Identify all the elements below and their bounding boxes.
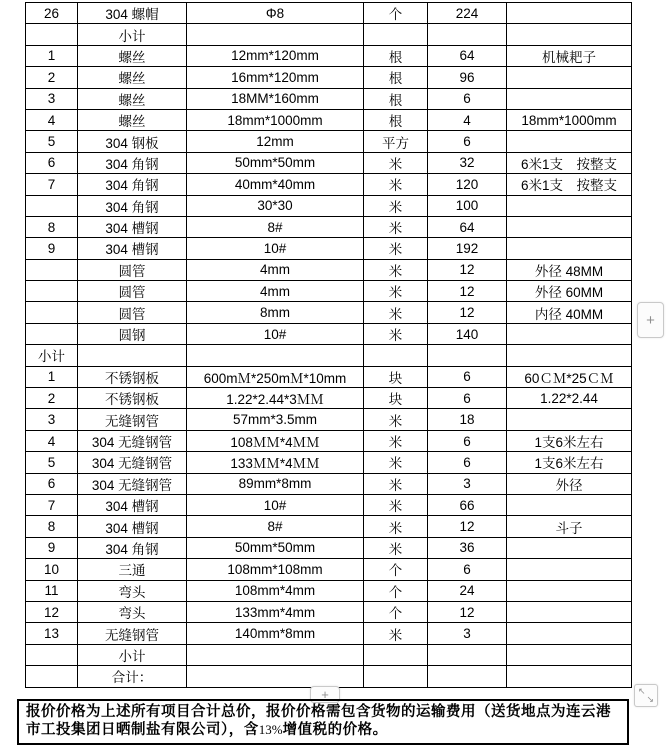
table-cell[interactable]: 30*30 (187, 195, 364, 216)
table-cell[interactable]: 6米1支 按整支 (507, 152, 632, 173)
table-cell[interactable]: 57mm*3.5mm (187, 409, 364, 430)
table-cell[interactable]: 个 (364, 580, 428, 601)
table-cell[interactable]: 10# (187, 323, 364, 344)
table-cell[interactable]: 304 螺帽 (78, 3, 187, 24)
table-row (26, 45, 632, 66)
table-cell[interactable]: 米 (364, 152, 428, 173)
table-cell[interactable]: 7 (26, 494, 78, 515)
table-cell[interactable]: 50mm*50mm (187, 537, 364, 558)
table-cell[interactable]: 6 (428, 366, 507, 387)
table-cell[interactable] (26, 259, 78, 280)
table-row (26, 366, 632, 387)
table-cell[interactable] (26, 24, 78, 45)
add-column-button[interactable]: + (637, 302, 664, 338)
table-cell[interactable]: 米 (364, 516, 428, 537)
table-cell[interactable]: 个 (364, 3, 428, 24)
table-cell[interactable]: 6 (26, 152, 78, 173)
table-cell[interactable] (507, 623, 632, 644)
table-row (26, 323, 632, 344)
table-cell[interactable] (507, 559, 632, 580)
table-cell[interactable]: 6 (428, 131, 507, 152)
table-cell[interactable]: 1支6米左右 (507, 430, 632, 451)
table-cell[interactable]: 米 (364, 302, 428, 323)
table-cell[interactable]: 11 (26, 580, 78, 601)
table-cell[interactable]: 120 (428, 174, 507, 195)
quotation-table-body (26, 3, 632, 688)
footer-note-percentage: 13% (258, 722, 283, 737)
table-cell[interactable]: 304 无缝钢管 (78, 452, 187, 473)
table-cell[interactable] (26, 281, 78, 302)
table-row (26, 388, 632, 409)
table-row (26, 259, 632, 280)
table-row (26, 302, 632, 323)
table-cell[interactable]: 无缝钢管 (78, 623, 187, 644)
table-cell[interactable]: 不锈钢板 (78, 366, 187, 387)
table-cell[interactable] (364, 24, 428, 45)
table-cell[interactable]: 12 (428, 516, 507, 537)
table-cell[interactable]: 6 (26, 473, 78, 494)
footer-note-text-after: 增值税的价格。 (282, 722, 388, 738)
table-row (26, 409, 632, 430)
table-cell[interactable] (187, 345, 364, 366)
table-cell[interactable]: 89mm*8mm (187, 473, 364, 494)
table-row (26, 537, 632, 558)
table-cell[interactable]: 6 (428, 88, 507, 109)
table-cell[interactable]: 圆管 (78, 281, 187, 302)
table-cell[interactable]: 1.22*2.44 (507, 388, 632, 409)
table-cell[interactable]: 米 (364, 623, 428, 644)
footer-note-text-before: 报价价格为上述所有项目合计总价，报价价格需包含货物的运输费用（送货地点为连云港市工投集团日晒制盐有限公司），含 (26, 704, 611, 738)
table-cell[interactable]: 8 (26, 216, 78, 237)
table-cell[interactable]: 6 (428, 452, 507, 473)
table-cell[interactable] (507, 323, 632, 344)
table-cell[interactable] (507, 494, 632, 515)
table-cell[interactable]: 米 (364, 259, 428, 280)
table-cell[interactable]: 16mm*120mm (187, 67, 364, 88)
resize-se-arrow-icon: ↘ (646, 694, 654, 704)
table-cell[interactable]: 304 角钢 (78, 537, 187, 558)
table-cell[interactable]: 块 (364, 366, 428, 387)
table-cell[interactable] (507, 3, 632, 24)
table-cell[interactable]: 108mm*4mm (187, 580, 364, 601)
table-cell[interactable]: 9 (26, 238, 78, 259)
table-cell[interactable]: 个 (364, 601, 428, 622)
table-cell[interactable]: 304 角钢 (78, 174, 187, 195)
table-cell[interactable]: 块 (364, 388, 428, 409)
table-cell[interactable]: 32 (428, 152, 507, 173)
table-cell[interactable]: 根 (364, 88, 428, 109)
table-row (26, 216, 632, 237)
table-cell[interactable]: 66 (428, 494, 507, 515)
table-cell[interactable]: 个 (364, 559, 428, 580)
table-cell[interactable]: 小计 (78, 644, 187, 665)
table-cell[interactable]: 304 槽钢 (78, 494, 187, 515)
table-cell[interactable]: 米 (364, 473, 428, 494)
table-cell[interactable]: 304 槽钢 (78, 216, 187, 237)
table-cell[interactable] (26, 195, 78, 216)
add-row-button[interactable]: + (310, 686, 340, 703)
table-cell[interactable] (187, 666, 364, 687)
table-cell[interactable]: 合计： (78, 666, 187, 687)
table-cell[interactable]: 304 槽钢 (78, 238, 187, 259)
table-cell[interactable] (428, 24, 507, 45)
table-cell[interactable]: 机械耙子 (507, 45, 632, 66)
table-row (26, 3, 632, 24)
table-cell[interactable]: 螺丝 (78, 45, 187, 66)
table-cell[interactable]: 不锈钢板 (78, 388, 187, 409)
table-cell[interactable]: 192 (428, 238, 507, 259)
table-cell[interactable]: 96 (428, 67, 507, 88)
table-cell[interactable]: 24 (428, 580, 507, 601)
table-cell[interactable]: 无缝钢管 (78, 409, 187, 430)
table-cell[interactable]: 外径 (507, 473, 632, 494)
table-row (26, 238, 632, 259)
table-cell[interactable] (507, 88, 632, 109)
table-cell[interactable] (26, 302, 78, 323)
table-row (26, 601, 632, 622)
table-row (26, 666, 632, 687)
table-cell[interactable]: 4 (26, 430, 78, 451)
table-row (26, 174, 632, 195)
table-cell[interactable]: 133ＭＭ*4ＭＭ (187, 452, 364, 473)
table-cell[interactable]: 10# (187, 238, 364, 259)
table-cell[interactable]: 米 (364, 537, 428, 558)
table-cell[interactable]: 1支6米左右 (507, 452, 632, 473)
table-cell[interactable] (26, 644, 78, 665)
table-cell[interactable]: 1 (26, 366, 78, 387)
table-cell[interactable] (26, 666, 78, 687)
table-cell[interactable] (428, 345, 507, 366)
table-cell[interactable]: 600mＭ*250mＭ*10mm (187, 366, 364, 387)
table-cell[interactable]: 螺丝 (78, 67, 187, 88)
table-cell[interactable] (507, 345, 632, 366)
table-cell[interactable]: 1.22*2.44*3ＭＭ (187, 388, 364, 409)
table-row (26, 109, 632, 130)
table-cell[interactable]: 三通 (78, 559, 187, 580)
table-cell[interactable]: 弯头 (78, 580, 187, 601)
table-cell[interactable]: 3 (26, 88, 78, 109)
table-cell[interactable]: 304 无缝钢管 (78, 473, 187, 494)
table-cell[interactable]: 133mm*4mm (187, 601, 364, 622)
table-cell[interactable]: 3 (428, 473, 507, 494)
table-cell[interactable]: 8# (187, 216, 364, 237)
table-cell[interactable] (507, 580, 632, 601)
table-cell[interactable]: 小计 (26, 345, 78, 366)
table-cell[interactable] (507, 67, 632, 88)
table-cell[interactable] (507, 601, 632, 622)
table-cell[interactable]: 140 (428, 323, 507, 344)
table-cell[interactable] (507, 644, 632, 665)
table-cell[interactable]: 40mm*40mm (187, 174, 364, 195)
table-cell[interactable]: 7 (26, 174, 78, 195)
table-cell[interactable]: 26 (26, 3, 78, 24)
resize-handle[interactable] (634, 684, 658, 707)
table-cell[interactable]: 60ＣＭ*25ＣＭ (507, 366, 632, 387)
table-cell[interactable]: 米 (364, 452, 428, 473)
table-row (26, 580, 632, 601)
table-cell[interactable]: 2 (26, 67, 78, 88)
table-cell[interactable]: 4mm (187, 281, 364, 302)
table-row (26, 152, 632, 173)
table-cell[interactable]: 5 (26, 452, 78, 473)
table-cell[interactable]: 10 (26, 559, 78, 580)
table-cell[interactable]: 6 (428, 559, 507, 580)
table-cell[interactable] (364, 644, 428, 665)
table-cell[interactable] (507, 195, 632, 216)
table-cell[interactable]: 64 (428, 216, 507, 237)
table-cell[interactable]: 4 (26, 109, 78, 130)
table-cell[interactable]: 米 (364, 281, 428, 302)
table-cell[interactable]: 8mm (187, 302, 364, 323)
table-cell[interactable]: 12 (428, 281, 507, 302)
table-row (26, 559, 632, 580)
table-row (26, 88, 632, 109)
table-cell[interactable]: 10# (187, 494, 364, 515)
table-cell[interactable] (428, 666, 507, 687)
table-cell[interactable]: 根 (364, 45, 428, 66)
table-cell[interactable]: 圆管 (78, 259, 187, 280)
table-cell[interactable] (428, 644, 507, 665)
table-row (26, 67, 632, 88)
table-row (26, 623, 632, 644)
table-cell[interactable]: 100 (428, 195, 507, 216)
table-cell[interactable] (187, 24, 364, 45)
table-cell[interactable]: 304 角钢 (78, 195, 187, 216)
table-cell[interactable]: 8# (187, 516, 364, 537)
table-cell[interactable]: 斗子 (507, 516, 632, 537)
table-row (26, 644, 632, 665)
table-cell[interactable] (507, 537, 632, 558)
footer-note (17, 699, 629, 745)
table-cell[interactable]: 18mm*1000mm (187, 109, 364, 130)
table-cell[interactable]: 1 (26, 45, 78, 66)
table-cell[interactable]: 根 (364, 67, 428, 88)
table-cell[interactable]: 米 (364, 430, 428, 451)
table-cell[interactable]: 8 (26, 516, 78, 537)
table-row (26, 430, 632, 451)
table-cell[interactable]: 6米1支 按整支 (507, 174, 632, 195)
quotation-table (25, 2, 632, 688)
table-cell[interactable]: 米 (364, 409, 428, 430)
table-cell[interactable]: 18mm*1000mm (507, 109, 632, 130)
table-cell[interactable]: 根 (364, 109, 428, 130)
table-cell[interactable]: 18 (428, 409, 507, 430)
table-row (26, 494, 632, 515)
table-cell[interactable] (78, 345, 187, 366)
table-cell[interactable]: 13 (26, 623, 78, 644)
table-cell[interactable]: 18MM*160mm (187, 88, 364, 109)
table-cell[interactable]: 5 (26, 131, 78, 152)
table-row (26, 131, 632, 152)
table-row (26, 281, 632, 302)
table-cell[interactable] (364, 345, 428, 366)
table-cell[interactable] (507, 666, 632, 687)
table-cell[interactable]: 螺丝 (78, 88, 187, 109)
table-cell[interactable] (507, 409, 632, 430)
table-cell[interactable]: 6 (428, 388, 507, 409)
table-cell[interactable]: 平方 (364, 131, 428, 152)
table-cell[interactable]: 米 (364, 238, 428, 259)
table-cell[interactable] (507, 216, 632, 237)
table-cell[interactable]: 12mm (187, 131, 364, 152)
table-cell[interactable]: 50mm*50mm (187, 152, 364, 173)
resize-nw-arrow-icon: ↖ (638, 686, 646, 696)
table-cell[interactable]: 4mm (187, 259, 364, 280)
table-cell[interactable]: 304 钢板 (78, 131, 187, 152)
table-cell[interactable]: 螺丝 (78, 109, 187, 130)
table-cell[interactable]: 弯头 (78, 601, 187, 622)
table-cell[interactable] (364, 666, 428, 687)
table-cell[interactable]: 小计 (78, 24, 187, 45)
table-row (26, 452, 632, 473)
table-cell[interactable]: 12 (26, 601, 78, 622)
table-row (26, 473, 632, 494)
table-cell[interactable]: 12 (428, 302, 507, 323)
table-cell[interactable]: 12mm*120mm (187, 45, 364, 66)
table-cell[interactable]: 108ＭＭ*4ＭＭ (187, 430, 364, 451)
table-cell[interactable]: 304 角钢 (78, 152, 187, 173)
table-cell[interactable]: 米 (364, 195, 428, 216)
table-cell[interactable]: 6 (428, 430, 507, 451)
table-cell[interactable] (507, 24, 632, 45)
table-cell[interactable]: 12 (428, 259, 507, 280)
table-cell[interactable]: 内径 40MM (507, 302, 632, 323)
table-row (26, 516, 632, 537)
table-cell[interactable]: 108mm*108mm (187, 559, 364, 580)
table-row (26, 24, 632, 45)
table-cell[interactable]: 304 槽钢 (78, 516, 187, 537)
table-cell[interactable]: 2 (26, 388, 78, 409)
table-cell[interactable]: 外径 48MM (507, 259, 632, 280)
table-cell[interactable]: 4 (428, 109, 507, 130)
table-cell[interactable]: 3 (26, 409, 78, 430)
table-cell[interactable]: 米 (364, 494, 428, 515)
table-cell[interactable]: 224 (428, 3, 507, 24)
table-cell[interactable]: 64 (428, 45, 507, 66)
table-cell[interactable] (507, 238, 632, 259)
table-cell[interactable]: 12 (428, 601, 507, 622)
table-cell[interactable]: 36 (428, 537, 507, 558)
table-row (26, 195, 632, 216)
table-cell[interactable]: 9 (26, 537, 78, 558)
table-cell[interactable] (26, 323, 78, 344)
table-cell[interactable]: 304 无缝钢管 (78, 430, 187, 451)
table-cell[interactable] (507, 131, 632, 152)
table-cell[interactable]: 外径 60MM (507, 281, 632, 302)
table-cell[interactable]: 140mm*8mm (187, 623, 364, 644)
table-cell[interactable]: 圆钢 (78, 323, 187, 344)
table-cell[interactable]: Φ8 (187, 3, 364, 24)
table-cell[interactable]: 米 (364, 174, 428, 195)
table-cell[interactable] (187, 644, 364, 665)
table-cell[interactable]: 米 (364, 216, 428, 237)
table-cell[interactable]: 米 (364, 323, 428, 344)
table-cell[interactable]: 圆管 (78, 302, 187, 323)
table-row (26, 345, 632, 366)
table-cell[interactable]: 3 (428, 623, 507, 644)
